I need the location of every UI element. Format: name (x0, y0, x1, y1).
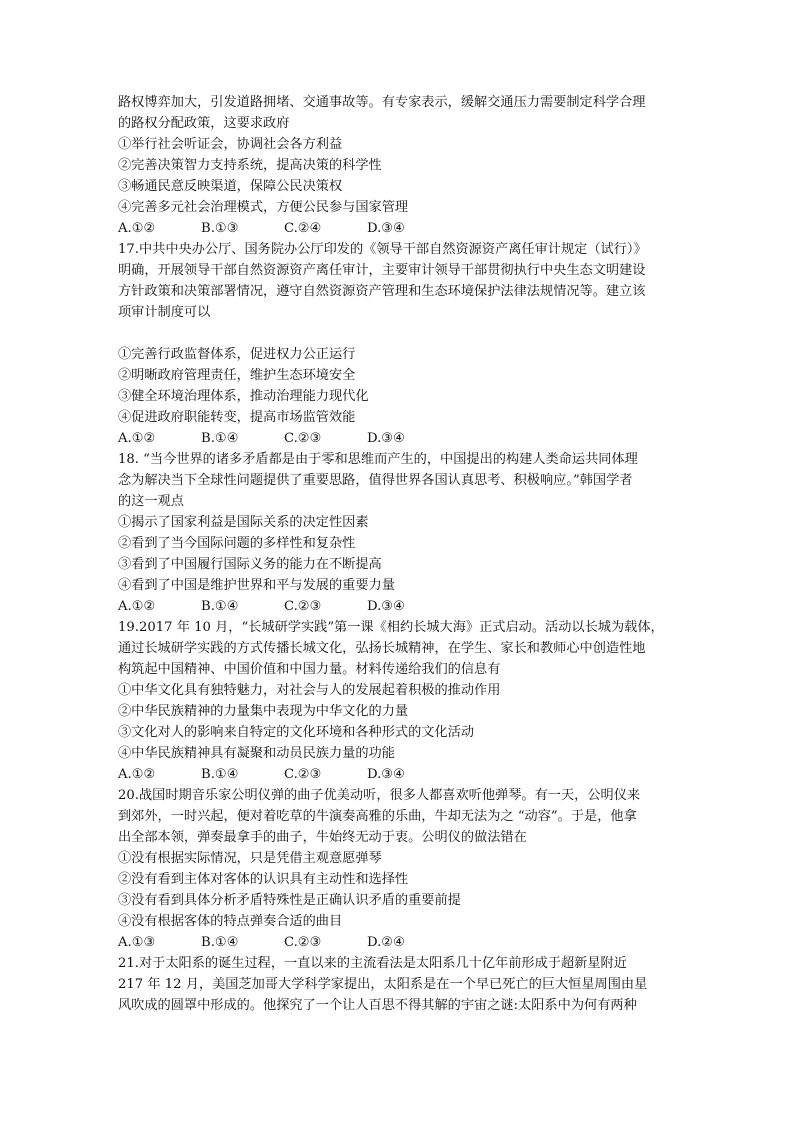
stem-line: 的这一观点 (118, 494, 184, 509)
statement-3: ③没有看到具体分析矛盾特殊性是正确认识矛盾的重要前提 (118, 893, 461, 908)
option-a: A.①② (118, 431, 156, 446)
stem-line: 风吹成的圆罩中形成的。他探究了一个让人百思不得其解的宇宙之谜:太阳系中为何有两种 (118, 998, 637, 1013)
answer-options (118, 596, 678, 617)
stem-line: 18. “当今世界的诸多矛盾都是由于零和思维而产生的，中国提出的构建人类命运共同体理 (118, 452, 638, 467)
stem-line: 20.战国时期音乐家公明仪弹的曲子优美动听，很多人都喜欢听他弹琴。有一天，公明仪来 (118, 788, 641, 803)
option-b: B.①③ (201, 221, 239, 236)
statement-3: ③健全环境治理体系，推动治理能力现代化 (118, 389, 369, 404)
option-d: D.③④ (367, 431, 405, 446)
stem-line: 路权博弈加大，引发道路拥堵、交通事故等。有专家表示，缓解交通压力需要制定科学合理 (118, 95, 646, 110)
option-a: A.①② (118, 767, 156, 782)
answer-options (118, 218, 678, 239)
stem-line: 到郊外，一时兴起，便对着吃草的牛演奏高雅的乐曲，牛却无法为之 “动容”。于是，他拿 (118, 809, 637, 824)
statement-1: ①没有根据实际情况，只是凭借主观意愿弹琴 (118, 851, 382, 866)
option-b: B.①④ (201, 431, 239, 446)
option-b: B.①④ (201, 767, 239, 782)
blank-gap (118, 323, 678, 344)
statement-2: ②明晰政府管理责任，维护生态环境安全 (118, 368, 356, 383)
stem-line: 项审计制度可以 (118, 305, 211, 320)
question-20 (118, 785, 678, 953)
statement-3: ③文化对人的影响来自特定的文化环境和各种形式的文化活动 (118, 725, 475, 740)
option-d: D.③④ (367, 221, 405, 236)
option-d: D.②④ (367, 935, 405, 950)
stem-line: 19.2017 年 10 月，“长城研学实践”第一课《相约长城大海》正式启动。活动以长城为载体， (118, 620, 664, 635)
statement-4: ④中华民族精神具有凝聚和动员民族力量的功能 (118, 746, 395, 761)
option-b: B.①④ (201, 935, 239, 950)
question-17 (118, 239, 678, 449)
stem-line: 通过长城研学实践的方式传播长城文化，弘扬长城精神，在学生、家长和教师心中创造性地 (118, 641, 646, 656)
question-18 (118, 449, 678, 617)
option-c: C.②③ (284, 599, 322, 614)
stem-line: 21.对于太阳系的诞生过程，一直以来的主流看法是太阳系几十亿年前形成于超新星附近 (118, 956, 627, 971)
statement-1: ①揭示了国家利益是国际关系的决定性因素 (118, 515, 369, 530)
question-19 (118, 617, 678, 785)
statement-4: ④完善多元社会治理模式，方便公民参与国家管理 (118, 200, 409, 215)
option-a: A.①② (118, 599, 156, 614)
option-a: A.①② (118, 221, 156, 236)
answer-options (118, 932, 678, 953)
option-c: C.②③ (284, 935, 322, 950)
option-c: C.②④ (284, 221, 322, 236)
question-21 (118, 953, 678, 1016)
option-c: C.②③ (284, 431, 322, 446)
answer-options (118, 764, 678, 785)
answer-options (118, 428, 678, 449)
statement-4: ④看到了中国是维护世界和平与发展的重要力量 (118, 578, 395, 593)
statement-3: ③畅通民意反映渠道，保障公民决策权 (118, 179, 343, 194)
stem-line: 出全部本领，弹奏最拿手的曲子，牛始终无动于衷。公明仪的做法错在 (118, 830, 527, 845)
stem-line: 的路权分配政策，这要求政府 (118, 116, 290, 131)
statement-1: ①举行社会听证会，协调社会各方利益 (118, 137, 343, 152)
stem-line: 构筑起中国精神、中国价值和中国力量。材料传递给我们的信息有 (118, 662, 501, 677)
exam-page (118, 92, 678, 1016)
stem-line: 念为解决当下全球性问题提供了重要思路，值得世界各国认真思考、积极响应。”韩国学者 (118, 473, 633, 488)
statement-1: ①完善行政监督体系，促进权力公正运行 (118, 347, 356, 362)
statement-3: ③看到了中国履行国际义务的能力在不断提高 (118, 557, 382, 572)
option-b: B.①④ (201, 599, 239, 614)
statement-2: ②没有看到主体对客体的认识具有主动性和选择性 (118, 872, 409, 887)
statement-2: ②完善决策智力支持系统，提高决策的科学性 (118, 158, 382, 173)
statement-4: ④没有根据客体的特点弹奏合适的曲目 (118, 914, 343, 929)
stem-line: 明确，开展领导干部自然资源资产离任审计，主要审计领导干部贯彻执行中央生态文明建设 (118, 263, 646, 278)
option-d: D.③④ (367, 767, 405, 782)
statement-2: ②中华民族精神的力量集中表现为中华文化的力量 (118, 704, 409, 719)
statement-1: ①中华文化具有独特魅力，对社会与人的发展起着积极的推动作用 (118, 683, 501, 698)
option-a: A.①③ (118, 935, 156, 950)
option-d: D.③④ (367, 599, 405, 614)
stem-line: 方针政策和决策部署情况，遵守自然资源资产管理和生态环境保护法律法规情况等。建立该 (118, 284, 646, 299)
option-c: C.②③ (284, 767, 322, 782)
stem-line: 217 年 12 月，美国芝加哥大学科学家提出，太阳系是在一个早已死亡的巨大恒星周围由星 (118, 977, 648, 992)
stem-line: 17.中共中央办公厅、国务院办公厅印发的《领导干部自然资源资产离任审计规定（试行）》 (118, 242, 647, 257)
question-16-tail (118, 92, 678, 239)
statement-2: ②看到了当今国际问题的多样性和复杂性 (118, 536, 356, 551)
statement-4: ④促进政府职能转变，提高市场监管效能 (118, 410, 356, 425)
